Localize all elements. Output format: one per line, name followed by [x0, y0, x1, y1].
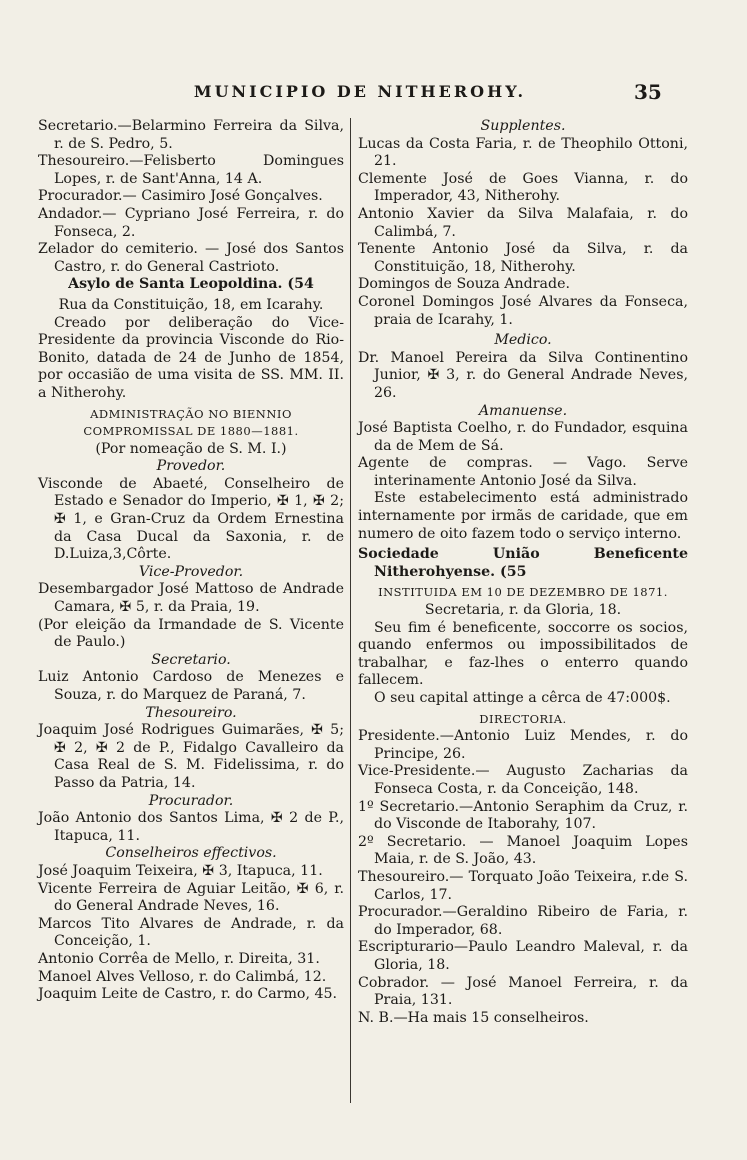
estabelecimento-text: Este estabelecimento está administrado internamente por irmãs de caridade, que em numero de oito fazem todo o serviço interno. [358, 490, 688, 542]
supplente-item: Domingos de Souza Andrade. [358, 276, 570, 293]
conselheiro-item: Antonio Corrêa de Mello, r. Direita, 31. [38, 950, 320, 967]
nb-note: N. B.—Ha mais 15 conselheiros. [358, 1009, 589, 1026]
right-column [358, 118, 688, 1027]
conselheiro-item: Manoel Alves Velloso, r. do Calimbá, 12. [38, 968, 327, 985]
agente-entry: Agente de compras. — Vago. Serve interinamente Antonio José da Silva. [358, 455, 688, 489]
procurador-heading: Procurador. [148, 792, 234, 809]
procurador-name: João Antonio dos Santos Lima, ✠ 2 de P., Itapuca, 11. [38, 810, 344, 844]
supplente-item: Clemente José de Goes Vianna, r. do Imperador, 43, Nitherohy. [358, 170, 688, 205]
conselheiro-item: Vicente Ferreira de Aguiar Leitão, ✠ 6, r. do General Andrade Neves, 16. [38, 880, 344, 915]
asylo-heading: Asylo de Santa Leopoldina. (54 [68, 276, 314, 293]
secretaria-line: Secretaria, r. da Gloria, 18. [424, 602, 622, 619]
andador-entry: Andador.— Cypriano José Ferreira, r. do Fonseca, 2. [38, 205, 344, 240]
medico-entry: Dr. Manoel Pereira da Silva Continentino Junior, ✠ 3, r. do General Andrade Neves, 26. [358, 349, 688, 401]
admin-heading: ADMINISTRAÇÃO NO BIENNIO COMPROMISSAL DE 1880—1881. [83, 406, 299, 439]
conselheiros-heading: Conselheiros effectivos. [105, 845, 277, 862]
directoria-item: Cobrador. — José Manoel Ferreira, r. da Praia, 131. [358, 974, 688, 1009]
conselheiro-item: Marcos Tito Alvares de Andrade, r. da Conceição, 1. [38, 915, 344, 950]
nomeacao-note: (Por nomeação de S. M. I.) [95, 440, 287, 457]
supplente-item: Tenente Antonio José da Silva, r. da Constituição, 18, Nitherohy. [358, 241, 688, 275]
instituida-line: INSTITUIDA EM 10 DE DEZEMBRO DE 1871. [378, 585, 668, 600]
provedor-heading: Provedor. [156, 458, 226, 475]
directoria-heading: DIRECTORIA. [479, 711, 567, 726]
asylo-address: Rua da Constituição, 18, em Icarahy. [58, 296, 324, 313]
amanuense-entry: José Baptista Coelho, r. do Fundador, esquina da de Mem de Sá. [358, 420, 688, 454]
provedor-entry: Visconde de Abaeté, Conselheiro de Estado e Senador do Imperio, ✠ 1, ✠ 2; ✠ 1, e Gran-Cruz da Ordem Ernestina da Casa Ducal da Saxonia, r. de D.Luiza,3,Côrte. [38, 475, 344, 563]
page-header: MUNICIPIO DE NITHEROHY. [193, 82, 527, 101]
asylo-text: Creado por deliberação do Vice-Presidente da provincia Visconde do Rio-Bonito, datada de 24 de Junho de 1854, por occasião de uma visita de SS. MM. II. a Nitherohy. [38, 314, 344, 401]
medico-heading: Medico. [494, 332, 552, 349]
column-divider [350, 118, 351, 1103]
procurador-entry: Procurador.— Casimiro José Gonçalves. [38, 188, 323, 205]
page-number: 35 [634, 80, 662, 104]
thesoureiro-entry: Thesoureiro.—Felisberto Domingues Lopes, r. de Sant'Anna, 14 A. [38, 153, 344, 187]
thesoureiro-name: Joaquim José Rodrigues Guimarães, ✠ 5; ✠ 2, ✠ 2 de P., Fidalgo Cavalleiro da Casa Real de S. M. Fidelissima, r. do Passo da Patria, 14. [38, 722, 344, 791]
fim-text: Seu fim é beneficente, soccorre os socios, quando enfermos ou impossibilitados de trabalhar, e faz-lhes o enterro quando fallecem. [358, 619, 688, 689]
conselheiro-item: José Joaquim Teixeira, ✠ 3, Itapuca, 11. [38, 862, 323, 879]
supplentes-heading: Supplentes. [480, 118, 566, 134]
directoria-item: 1º Secretario.—Antonio Seraphim da Cruz, r. do Visconde de Itaborahy, 107. [358, 798, 688, 833]
directoria-item: Procurador.—Geraldino Ribeiro de Faria, r. do Imperador, 68. [358, 904, 688, 938]
capital-text: O seu capital attinge a cêrca de 47:000$. [374, 690, 671, 706]
secretario-heading: Secretario. [151, 651, 231, 668]
zelador-entry: Zelador do cemiterio. — José dos Santos Castro, r. do General Castrioto. [38, 241, 344, 275]
supplente-item: Lucas da Costa Faria, r. de Theophilo Ottoni, 21. [358, 135, 688, 170]
directoria-item: 2º Secretario. — Manoel Joaquim Lopes Maia, r. de S. João, 43. [358, 833, 688, 868]
secretario-name: Luiz Antonio Cardoso de Menezes e Souza, r. do Marquez de Paraná, 7. [38, 669, 344, 703]
eleicao-note: (Por eleição da Irmandade de S. Vicente de Paulo.) [38, 616, 344, 651]
secretario-entry: Secretario.—Belarmino Ferreira da Silva, r. de S. Pedro, 5. [38, 118, 344, 152]
thesoureiro-heading: Thesoureiro. [145, 704, 237, 721]
supplente-item: Antonio Xavier da Silva Malafaia, r. do Calimbá, 7. [358, 205, 688, 240]
conselheiro-item: Joaquim Leite de Castro, r. do Carmo, 45. [38, 986, 338, 1003]
directoria-item: Vice-Presidente.— Augusto Zacharias da Fonseca Costa, r. da Conceição, 148. [358, 763, 688, 797]
directoria-item: Escripturario—Paulo Leandro Maleval, r. da Gloria, 18. [358, 939, 688, 973]
supplente-item: Coronel Domingos José Alvares da Fonseca, praia de Icarahy, 1. [358, 293, 688, 328]
directoria-item: Thesoureiro.— Torquato João Teixeira, r.de S. Carlos, 17. [358, 868, 688, 903]
directoria-item: Presidente.—Antonio Luiz Mendes, r. do Principe, 26. [358, 728, 688, 762]
vice-entry: Desembargador José Mattoso de Andrade Camara, ✠ 5, r. da Praia, 19. [38, 581, 344, 616]
left-column [38, 118, 344, 1004]
vice-heading: Vice-Provedor. [138, 563, 244, 580]
sociedade-heading: Sociedade União Beneficente Nitherohyense. (55 [358, 546, 688, 580]
amanuense-heading: Amanuense. [478, 402, 568, 419]
